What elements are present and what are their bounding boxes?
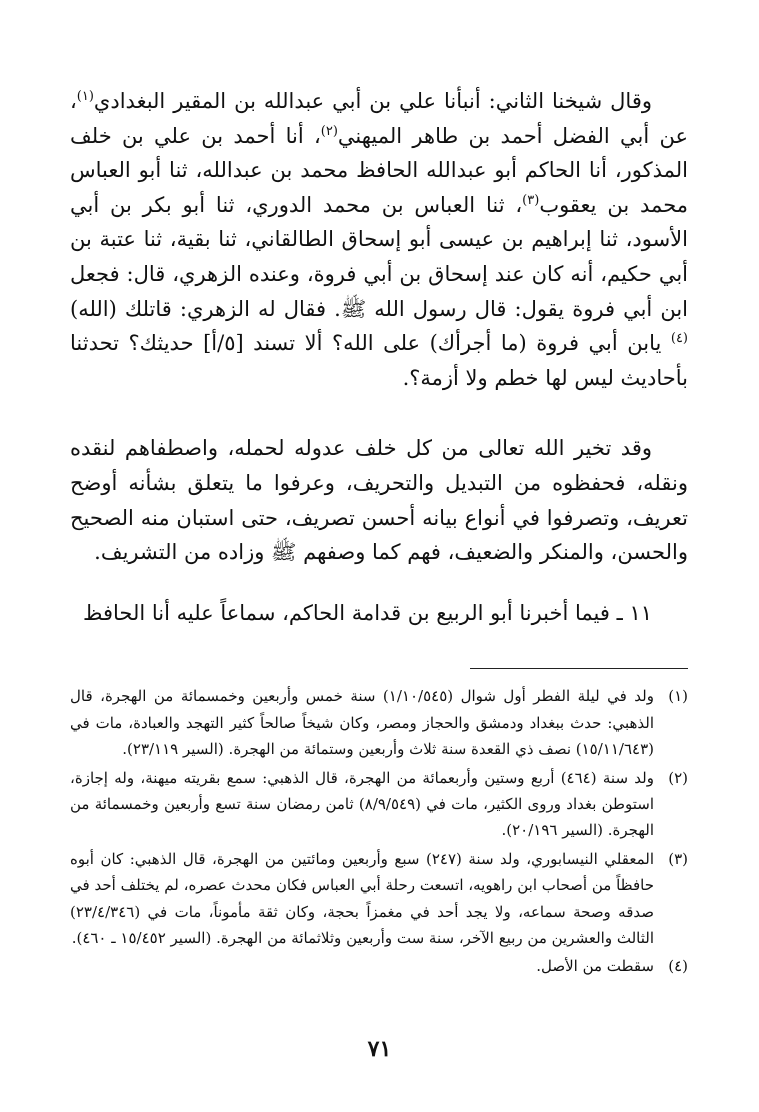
footnote-separator xyxy=(470,668,688,669)
footnote-number: (٣) xyxy=(668,849,688,868)
paragraph-spacer xyxy=(70,395,688,431)
paragraph-spacer xyxy=(70,570,688,596)
paragraph-hadith-11: ١١ ـ فيما أخبرنا أبو الربيع بن قدامة الحاكم، سماعاً عليه أنا الحافظ xyxy=(83,600,652,625)
text-segment: ، عن أبي الفضل أحمد بن طاهر الميهني xyxy=(70,89,688,148)
page-number: ٧١ xyxy=(367,1036,392,1062)
footnote-item xyxy=(70,846,688,952)
footnote-item xyxy=(70,953,688,979)
footnote-text: سقطت من الأصل. xyxy=(536,957,654,976)
paragraph-isnad xyxy=(70,84,688,395)
footnote-item xyxy=(70,683,688,762)
footnote-ref-2[interactable]: (٢) xyxy=(320,123,338,139)
footnote-item xyxy=(70,765,688,844)
footnote-number: (٢) xyxy=(668,768,688,787)
footnote-number: (٤) xyxy=(668,957,688,976)
text-segment: ، أنا أحمد بن علي بن خلف المذكور، أنا الحاكم أبو عبدالله الحافظ محمد بن عبدالله، ثنا أبو العباس محمد بن يعقوب xyxy=(70,123,689,217)
footnote-text: ولد سنة (٤٦٤) أربع وستين وأربعمائة من الهجرة، قال الذهبي: سمع بقريته ميهنة، وله إجازة، استوطن بغداد وروى الكثير، مات في (٨/٩/٥٤٩) ثامن رمضان سنة تسع وأربعين وخمسمائة من الهجرة. (السير ٢٠/١٩٦). xyxy=(70,768,654,840)
footnote-text: المعقلي النيسابوري، ولد سنة (٢٤٧) سبع وأربعين ومائتين من الهجرة، قال الذهبي: كان أبوه حافظاً من أصحاب ابن راهويه، اتسعت رحلة أبي العباس فكان محدث عصره، لم يختلف أحد في صدقه وصحة سماعه، ولا يجد أحد في مغمزاً بحجة، وكان ثقة مأموناً، مات في (٢٣/٤/٣٤٦) الثالث والعشرين من ربيع الآخر، سنة ست وأربعين وثلاثمائة من الهجرة. (السير ١٥/٤٥٢ ـ ٤٦٠). xyxy=(70,849,654,947)
text-segment: وقال شيخنا الثاني: أنبأنا علي بن أبي عبدالله بن المقير البغدادي xyxy=(93,89,652,113)
page-content xyxy=(70,84,688,982)
footnote-ref-4[interactable]: (٤) xyxy=(670,331,688,347)
footnotes-list xyxy=(70,683,688,979)
footnote-number: (١) xyxy=(668,687,688,706)
footnote-text: ولد في ليلة الفطر أول شوال (١/١٠/٥٤٥) سنة خمس وأربعين وخمسمائة من الهجرة، قال الذهبي: حدث ببغداد ودمشق والحجاز ومصر، وكان شيخاً صالحاً كثير التهجد والعبادة، مات في (١٥/١١/٦٤٣) نصف ذي القعدة سنة ثلاث وأربعين وستمائة من الهجرة. (السير ٢٣/١١٩). xyxy=(70,687,654,759)
text-segment: يابن أبي فروة (ما أجرأك) على الله؟ ألا تسند [٥/أ] حديثك؟ تحدثنا بأحاديث ليس لها خطم ولا أزمة؟. xyxy=(70,331,688,390)
paragraph-narrators: وقد تخير الله تعالى من كل خلف عدوله لحمله، واصطفاهم لنقده ونقله، فحفظوه من التبديل والتحريف، وعرفوا ما يتعلق بشأنه أوضح تعريف، وتصرفوا في أنواع بيانه أحسن تصريف، حتى استبان منه الصحيح والحسن، والمنكر والضعيف، فهم كما وصفهم ﷺ وزاده من التشريف. xyxy=(70,436,688,565)
footnote-ref-1[interactable]: (١) xyxy=(76,89,94,104)
text-segment: ، ثنا العباس بن محمد الدوري، ثنا أبو بكر بن أبي الأسود، ثنا إبراهيم بن عيسى أبو إسحاق الطالقاني، ثنا بقية، ثنا عتبة بن أبي حكيم، أنه كان عند إسحاق بن أبي فروة، وعنده الزهري، قال: فجعل ابن أبي فروة يقول: قال رسول الله ﷺ. فقال له الزهري: قاتلك (الله) xyxy=(70,192,688,321)
footnote-ref-3[interactable]: (٣) xyxy=(522,192,540,208)
